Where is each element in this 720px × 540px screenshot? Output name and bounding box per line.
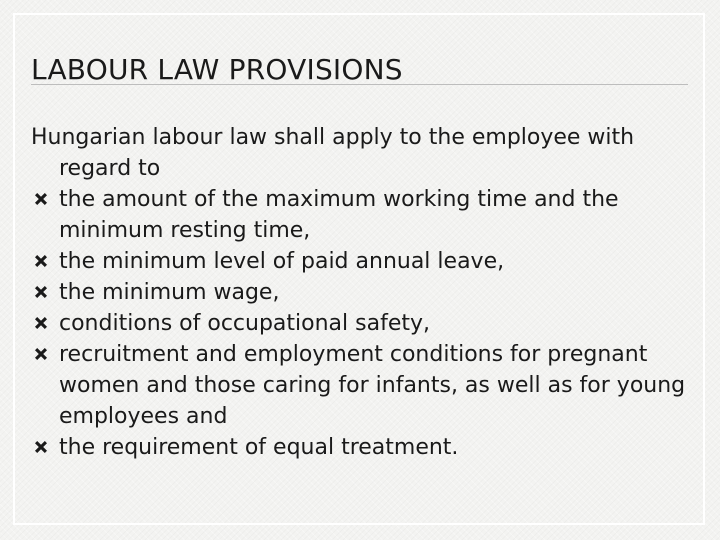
cross-icon [34, 316, 48, 330]
bullet-text: the minimum wage, [59, 280, 280, 305]
cross-icon [34, 440, 48, 454]
bullet-text: the requirement of equal treatment. [59, 435, 459, 460]
slide-body [31, 122, 703, 463]
intro-paragraph: Hungarian labour law shall apply to the employee with regard to [31, 125, 635, 181]
bullet-text: recruitment and employment conditions for pregnant women and those caring for infants, as well as for young employees and [59, 342, 686, 429]
cross-icon [34, 285, 48, 299]
bullet-item [31, 184, 703, 246]
cross-icon [34, 192, 48, 206]
bullet-item [31, 432, 703, 463]
bullet-list [31, 184, 703, 463]
bullet-item [31, 339, 703, 432]
bullet-item [31, 308, 703, 339]
title-underline [31, 84, 688, 85]
bullet-item [31, 277, 703, 308]
bullet-text: the amount of the maximum working time and the minimum resting time, [59, 187, 619, 243]
cross-icon [34, 254, 48, 268]
bullet-text: conditions of occupational safety, [59, 311, 431, 336]
slide-title: LABOUR LAW PROVISIONS [31, 53, 403, 86]
cross-icon [34, 347, 48, 361]
bullet-item [31, 246, 703, 277]
bullet-text: the minimum level of paid annual leave, [59, 249, 505, 274]
